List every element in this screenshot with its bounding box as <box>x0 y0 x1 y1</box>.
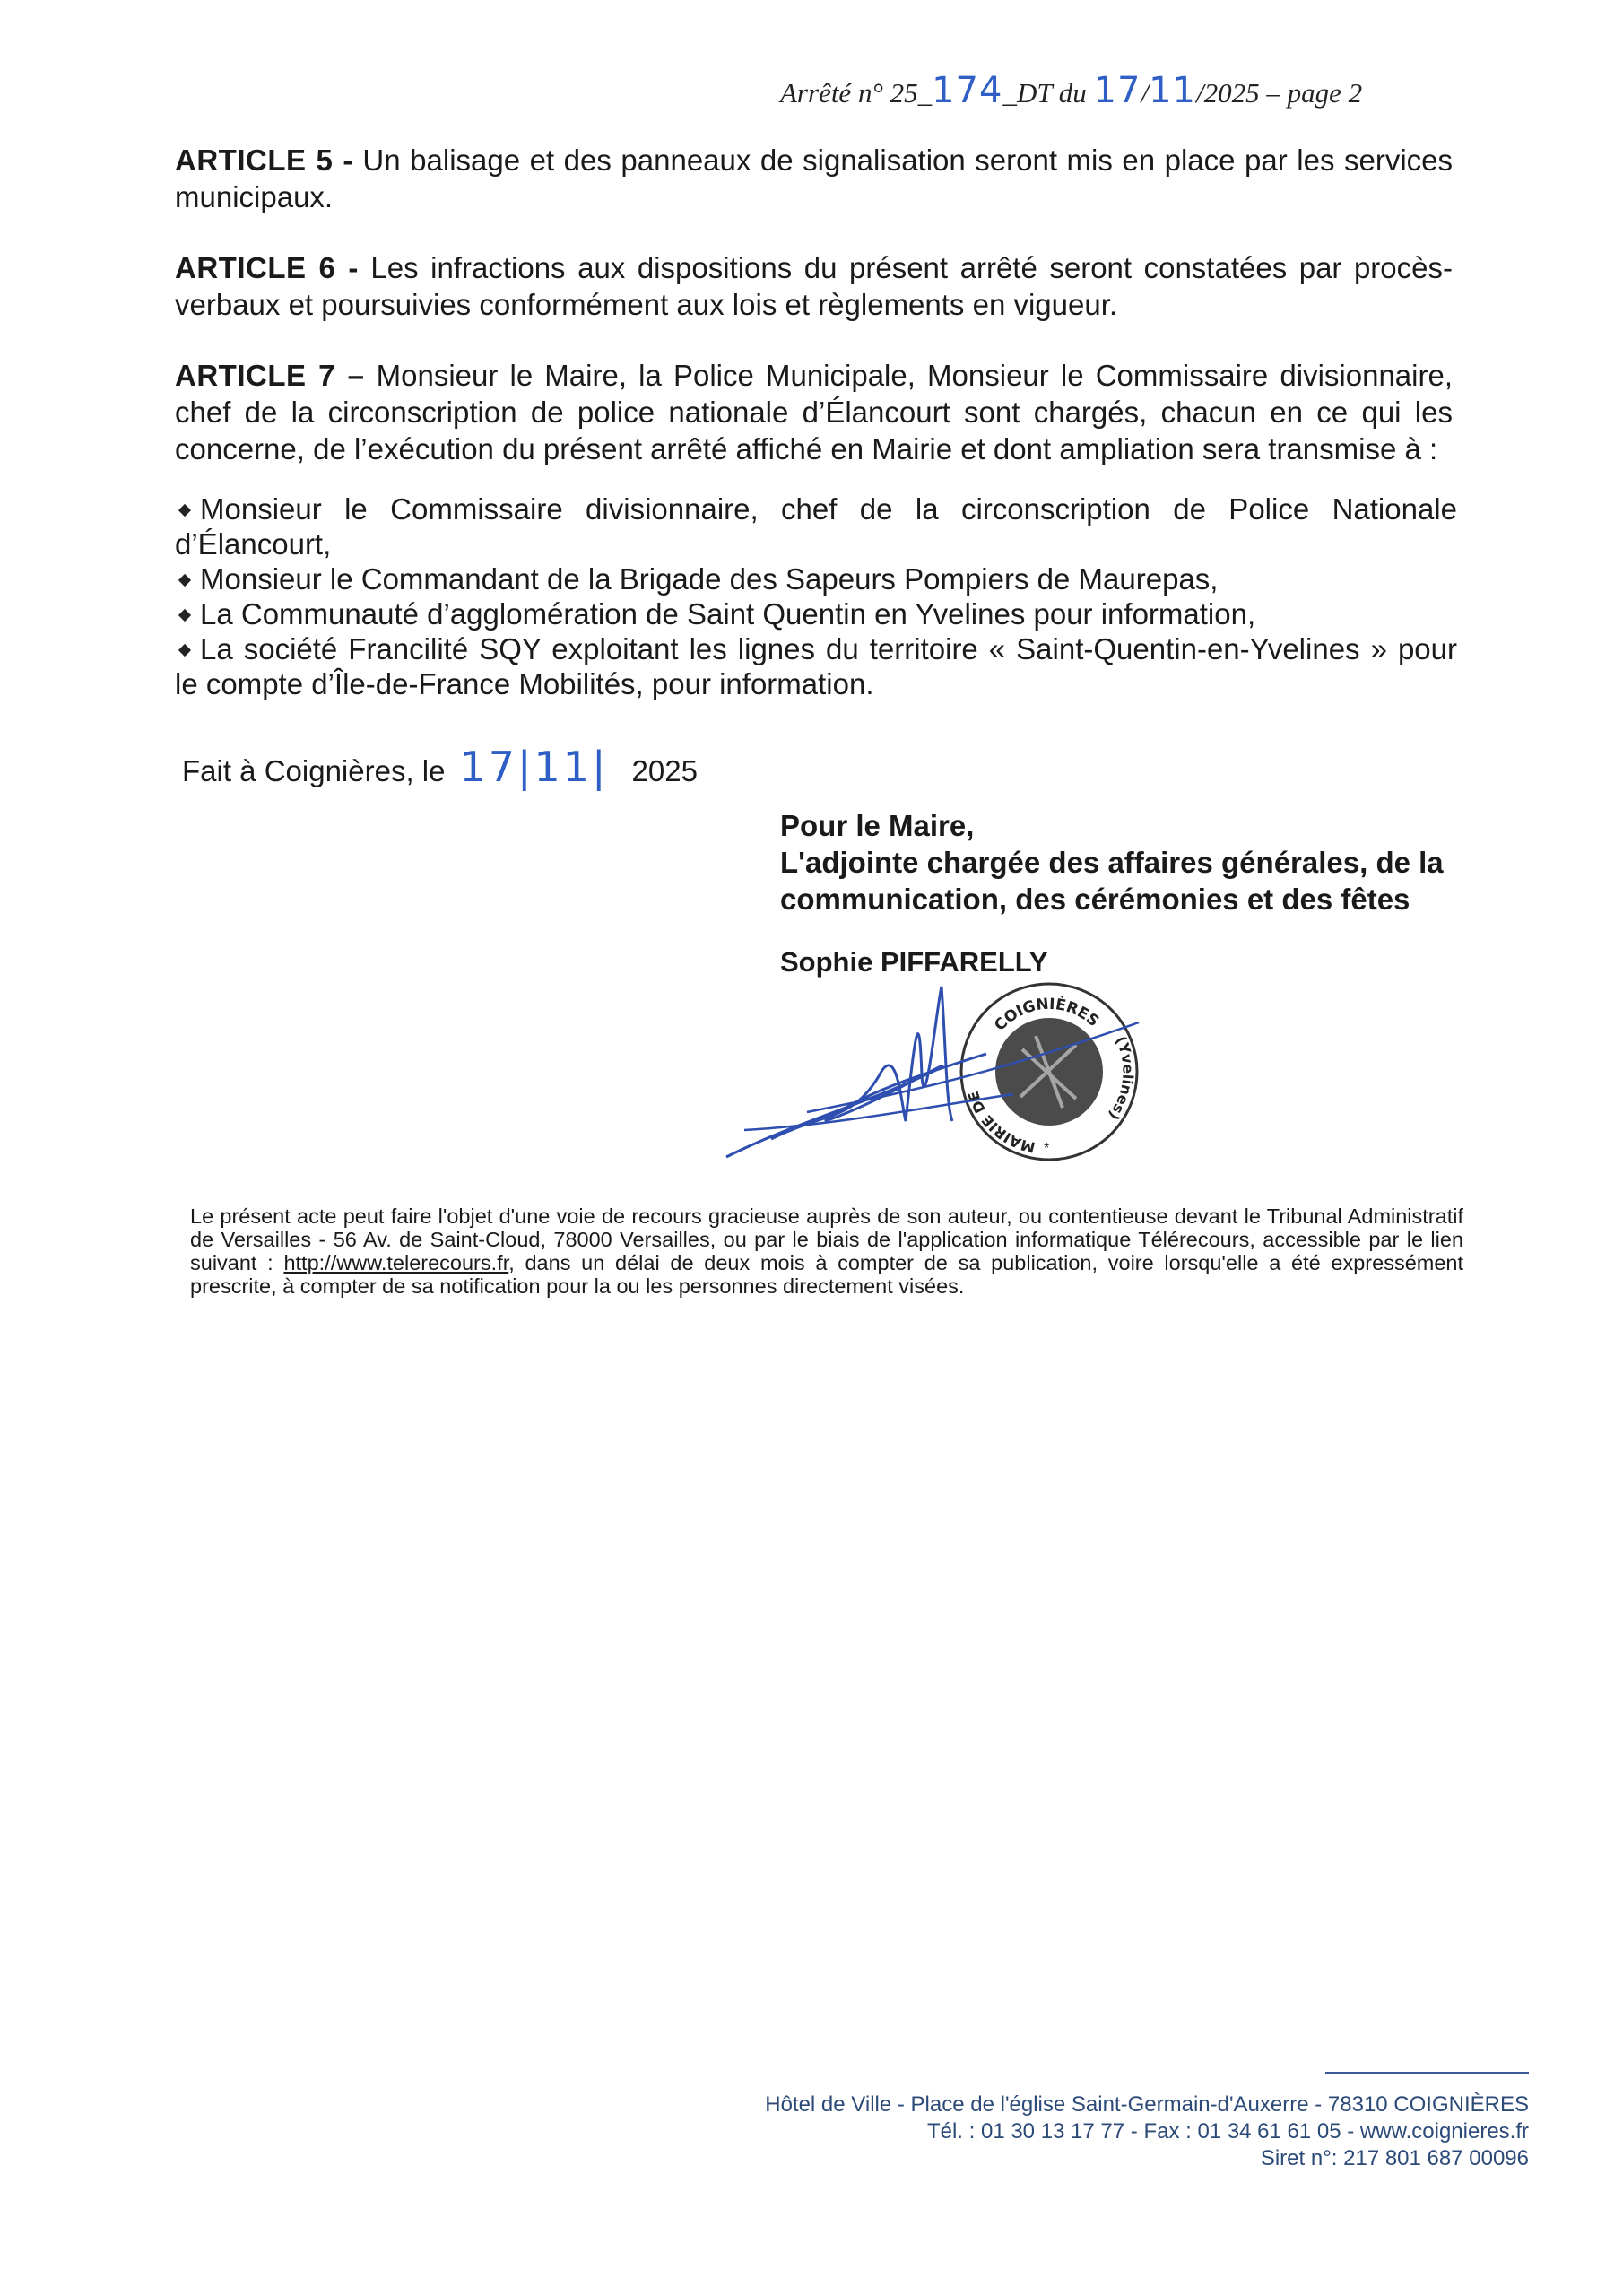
page-header <box>780 70 1462 111</box>
footer-siret: Siret n°: 217 801 687 00096 <box>1260 2146 1529 2170</box>
diamond-bullet-icon <box>178 609 191 622</box>
list-item: Monsieur le Commissaire divisionnaire, chef de la circonscription de Police Nationale d’Élancourt, <box>175 492 1457 561</box>
handwritten-date: 17|11| <box>459 743 609 791</box>
header-sep: / <box>1141 77 1150 109</box>
signer-name: Sophie PIFFARELLY <box>780 946 1048 978</box>
diamond-bullet-icon <box>178 574 191 587</box>
article-label: ARTICLE 5 - <box>175 144 353 177</box>
handwritten-number: 174 <box>932 70 1003 111</box>
footer-divider <box>1325 2072 1529 2074</box>
handwritten-day: 17 <box>1093 70 1141 111</box>
list-item: La Communauté d’agglomération de Saint Quentin en Yvelines pour information, <box>175 596 1457 631</box>
signature-line-1: Pour le Maire, <box>780 809 975 842</box>
diamond-bullet-icon <box>178 644 191 657</box>
list-item: La société Francilité SQY exploitant les lignes du territoire « Saint-Quentin-en-Yvelines » pour le compte d’Île-de-France Mobilités, pour information. <box>175 632 1457 700</box>
seal-top-text: COIGNIÈRES <box>991 995 1103 1035</box>
page-footer <box>681 2092 1529 2172</box>
done-at-line: Fait à Coignières, le 17|11| 2025 <box>182 743 698 791</box>
article-6 <box>175 249 1453 323</box>
list-item: Monsieur le Commandant de la Brigade des Sapeurs Pompiers de Maurepas, <box>175 561 1457 596</box>
diamond-bullet-icon <box>178 504 191 517</box>
article-7 <box>175 357 1453 467</box>
header-mid: _DT du <box>1002 77 1087 109</box>
footer-contact: Tél. : 01 30 13 17 77 - Fax : 01 34 61 61 05 - www.coignieres.fr <box>926 2119 1529 2144</box>
header-suffix: /2025 – page 2 <box>1195 77 1363 109</box>
header-prefix: Arrêté n° 25_ <box>780 77 933 109</box>
article-label: ARTICLE 7 – <box>175 359 365 392</box>
handwritten-month: 11 <box>1149 70 1196 111</box>
telerecours-link[interactable]: http://www.telerecours.fr <box>283 1251 509 1274</box>
article-text: Un balisage et des panneaux de signalisation seront mis en place par les services municipaux. <box>175 144 1454 213</box>
signature-block <box>780 807 1462 918</box>
handwritten-signature-icon <box>717 969 1148 1166</box>
article-text: Monsieur le Maire, la Police Municipale, Monsieur le Commissaire divisionnaire, chef de la circonscription de police nationale d’Élancourt sont chargés, chacun en ce qui les concerne, de l’exécution du présent arrêté affiché en Mairie et dont ampliation sera transmise à : <box>175 359 1453 465</box>
footer-address: Hôtel de Ville - Place de l'église Saint-Germain-d'Auxerre - 78310 COIGNIÈRES <box>765 2092 1529 2117</box>
recipients-list <box>175 491 1457 701</box>
article-5 <box>175 142 1453 215</box>
article-text: Les infractions aux dispositions du présent arrêté seront constatées par procès-verbaux et poursuivies conformément aux lois et règlements en vigueur. <box>175 251 1453 321</box>
seal-left-text: MAIRIE DE <box>964 1088 1037 1157</box>
svg-text:*: * <box>1044 1141 1050 1156</box>
legal-notice: Le présent acte peut faire l'objet d'une voie de recours gracieuse auprès de son auteur, ou contentieuse devant le Tribunal Administratif de Versailles - 56 Av. de Saint-Cloud, 78000 Versailles, ou par le biais de l'application informatique Télérecours, accessible par le lien suivant : http://www.telerecours.fr, dans un délai de deux mois à compter de sa publication, voire lorsqu'elle a été expressément prescrite, à compter de sa notification pour la ou les personnes directement visées. <box>190 1205 1464 1298</box>
seal-right-text: (Yvelines) <box>1105 1033 1137 1124</box>
article-label: ARTICLE 6 - <box>175 251 359 284</box>
signature-line-2: L'adjointe chargée des affaires générales, de la communication, des cérémonies et des fêtes <box>780 846 1444 916</box>
